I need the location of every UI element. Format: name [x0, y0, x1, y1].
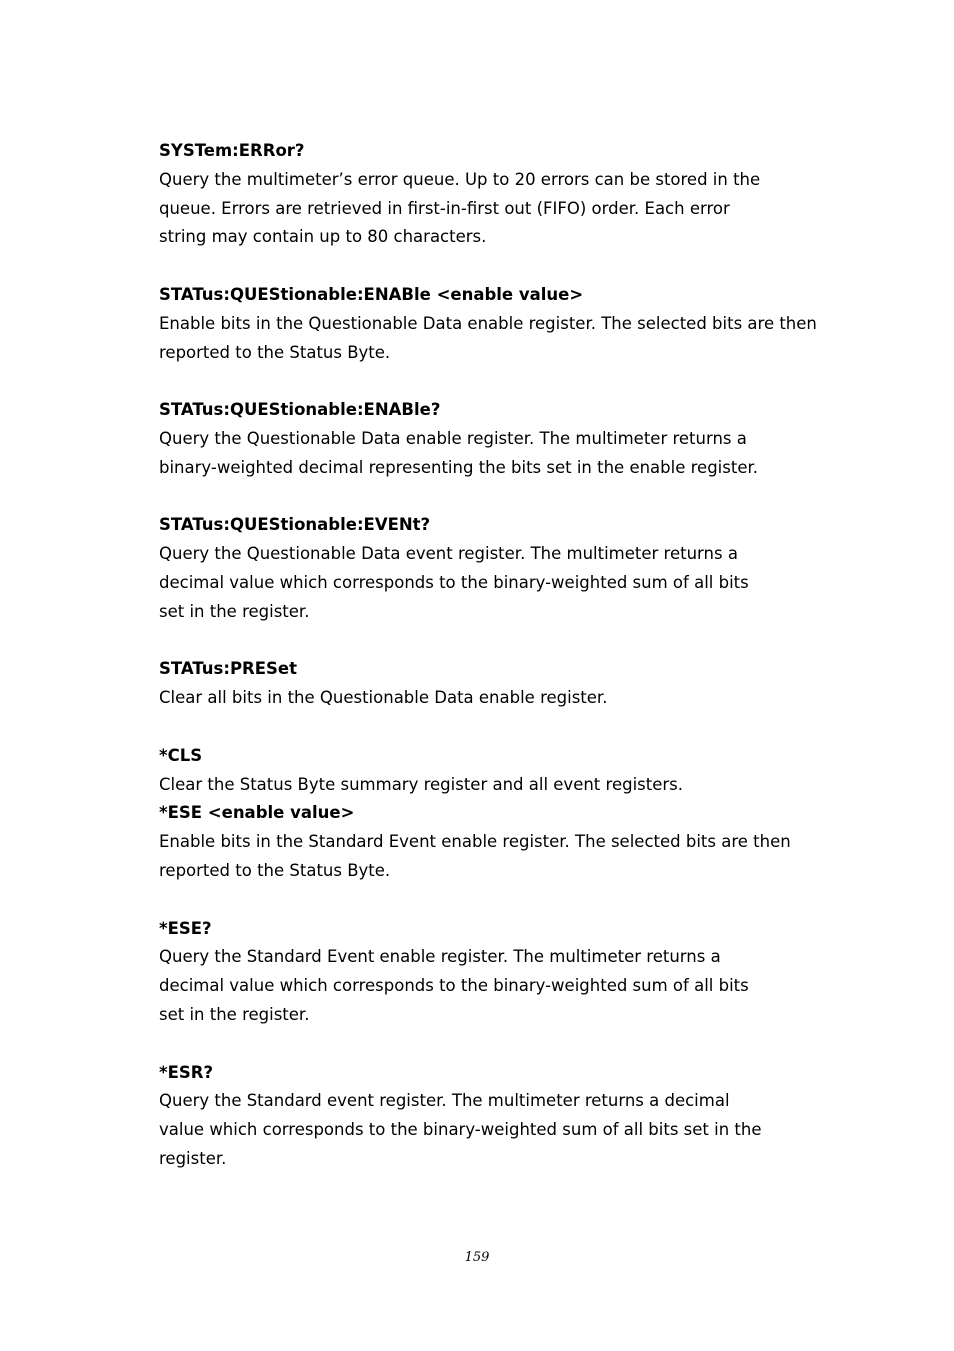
section-status-preset: [159, 655, 819, 713]
section-spacer: [159, 886, 819, 915]
section-heading: STATus:QUEStionable:EVENt?: [159, 515, 431, 535]
section-spacer: [159, 252, 819, 281]
section-spacer: [159, 367, 819, 396]
section-esr-query: [159, 1059, 819, 1174]
section-questionable-enable-set: [159, 281, 819, 367]
body-line: set in the register.: [159, 1004, 310, 1024]
section-cls: [159, 742, 819, 800]
body-line: register.: [159, 1148, 227, 1168]
body-line: decimal value which corresponds to the binary-weighted sum of all bits: [159, 976, 749, 996]
body-line: Clear all bits in the Questionable Data enable register.: [159, 688, 608, 708]
body-line: Enable bits in the Standard Event enable register. The selected bits are then: [159, 832, 791, 852]
section-heading: STATus:PRESet: [159, 659, 297, 679]
section-spacer: [159, 483, 819, 512]
body-line: Query the Standard Event enable register. The multimeter returns a: [159, 947, 721, 967]
body-line: reported to the Status Byte.: [159, 860, 391, 880]
section-heading: *ESE <enable value>: [159, 803, 355, 823]
section-heading: *ESE?: [159, 918, 212, 938]
section-heading: *CLS: [159, 745, 203, 765]
section-questionable-enable-query: [159, 396, 819, 482]
body-line: queue. Errors are retrieved in first-in-first out (FIFO) order. Each error: [159, 198, 730, 218]
section-ese-set: [159, 799, 819, 885]
section-ese-query: [159, 915, 819, 1030]
section-spacer: [159, 713, 819, 742]
section-system-error: [159, 137, 819, 252]
section-heading: *ESR?: [159, 1062, 214, 1082]
body-line: reported to the Status Byte.: [159, 342, 391, 362]
body-line: set in the register.: [159, 601, 310, 621]
page-number: 159: [464, 1250, 490, 1265]
section-spacer: [159, 1030, 819, 1059]
body-line: Query the Questionable Data enable register. The multimeter returns a: [159, 428, 747, 448]
body-line: value which corresponds to the binary-weighted sum of all bits set in the: [159, 1120, 762, 1140]
body-line: Enable bits in the Questionable Data enable register. The selected bits are then: [159, 313, 817, 333]
section-heading: SYSTem:ERRor?: [159, 141, 305, 160]
document-body: [159, 137, 819, 1174]
body-line: binary-weighted decimal representing the bits set in the enable register.: [159, 457, 758, 477]
section-heading: STATus:QUEStionable:ENABle?: [159, 400, 441, 420]
section-heading: STATus:QUEStionable:ENABle <enable value>: [159, 284, 584, 304]
body-line: string may contain up to 80 characters.: [159, 227, 487, 247]
body-line: Query the multimeter’s error queue. Up to 20 errors can be stored in the: [159, 169, 761, 189]
body-line: Query the Standard event register. The multimeter returns a decimal: [159, 1091, 730, 1111]
body-line: Query the Questionable Data event register. The multimeter returns a: [159, 544, 738, 564]
section-questionable-event-query: [159, 511, 819, 626]
body-line: decimal value which corresponds to the binary-weighted sum of all bits: [159, 572, 749, 592]
section-spacer: [159, 627, 819, 656]
body-line: Clear the Status Byte summary register and all event registers.: [159, 774, 683, 794]
